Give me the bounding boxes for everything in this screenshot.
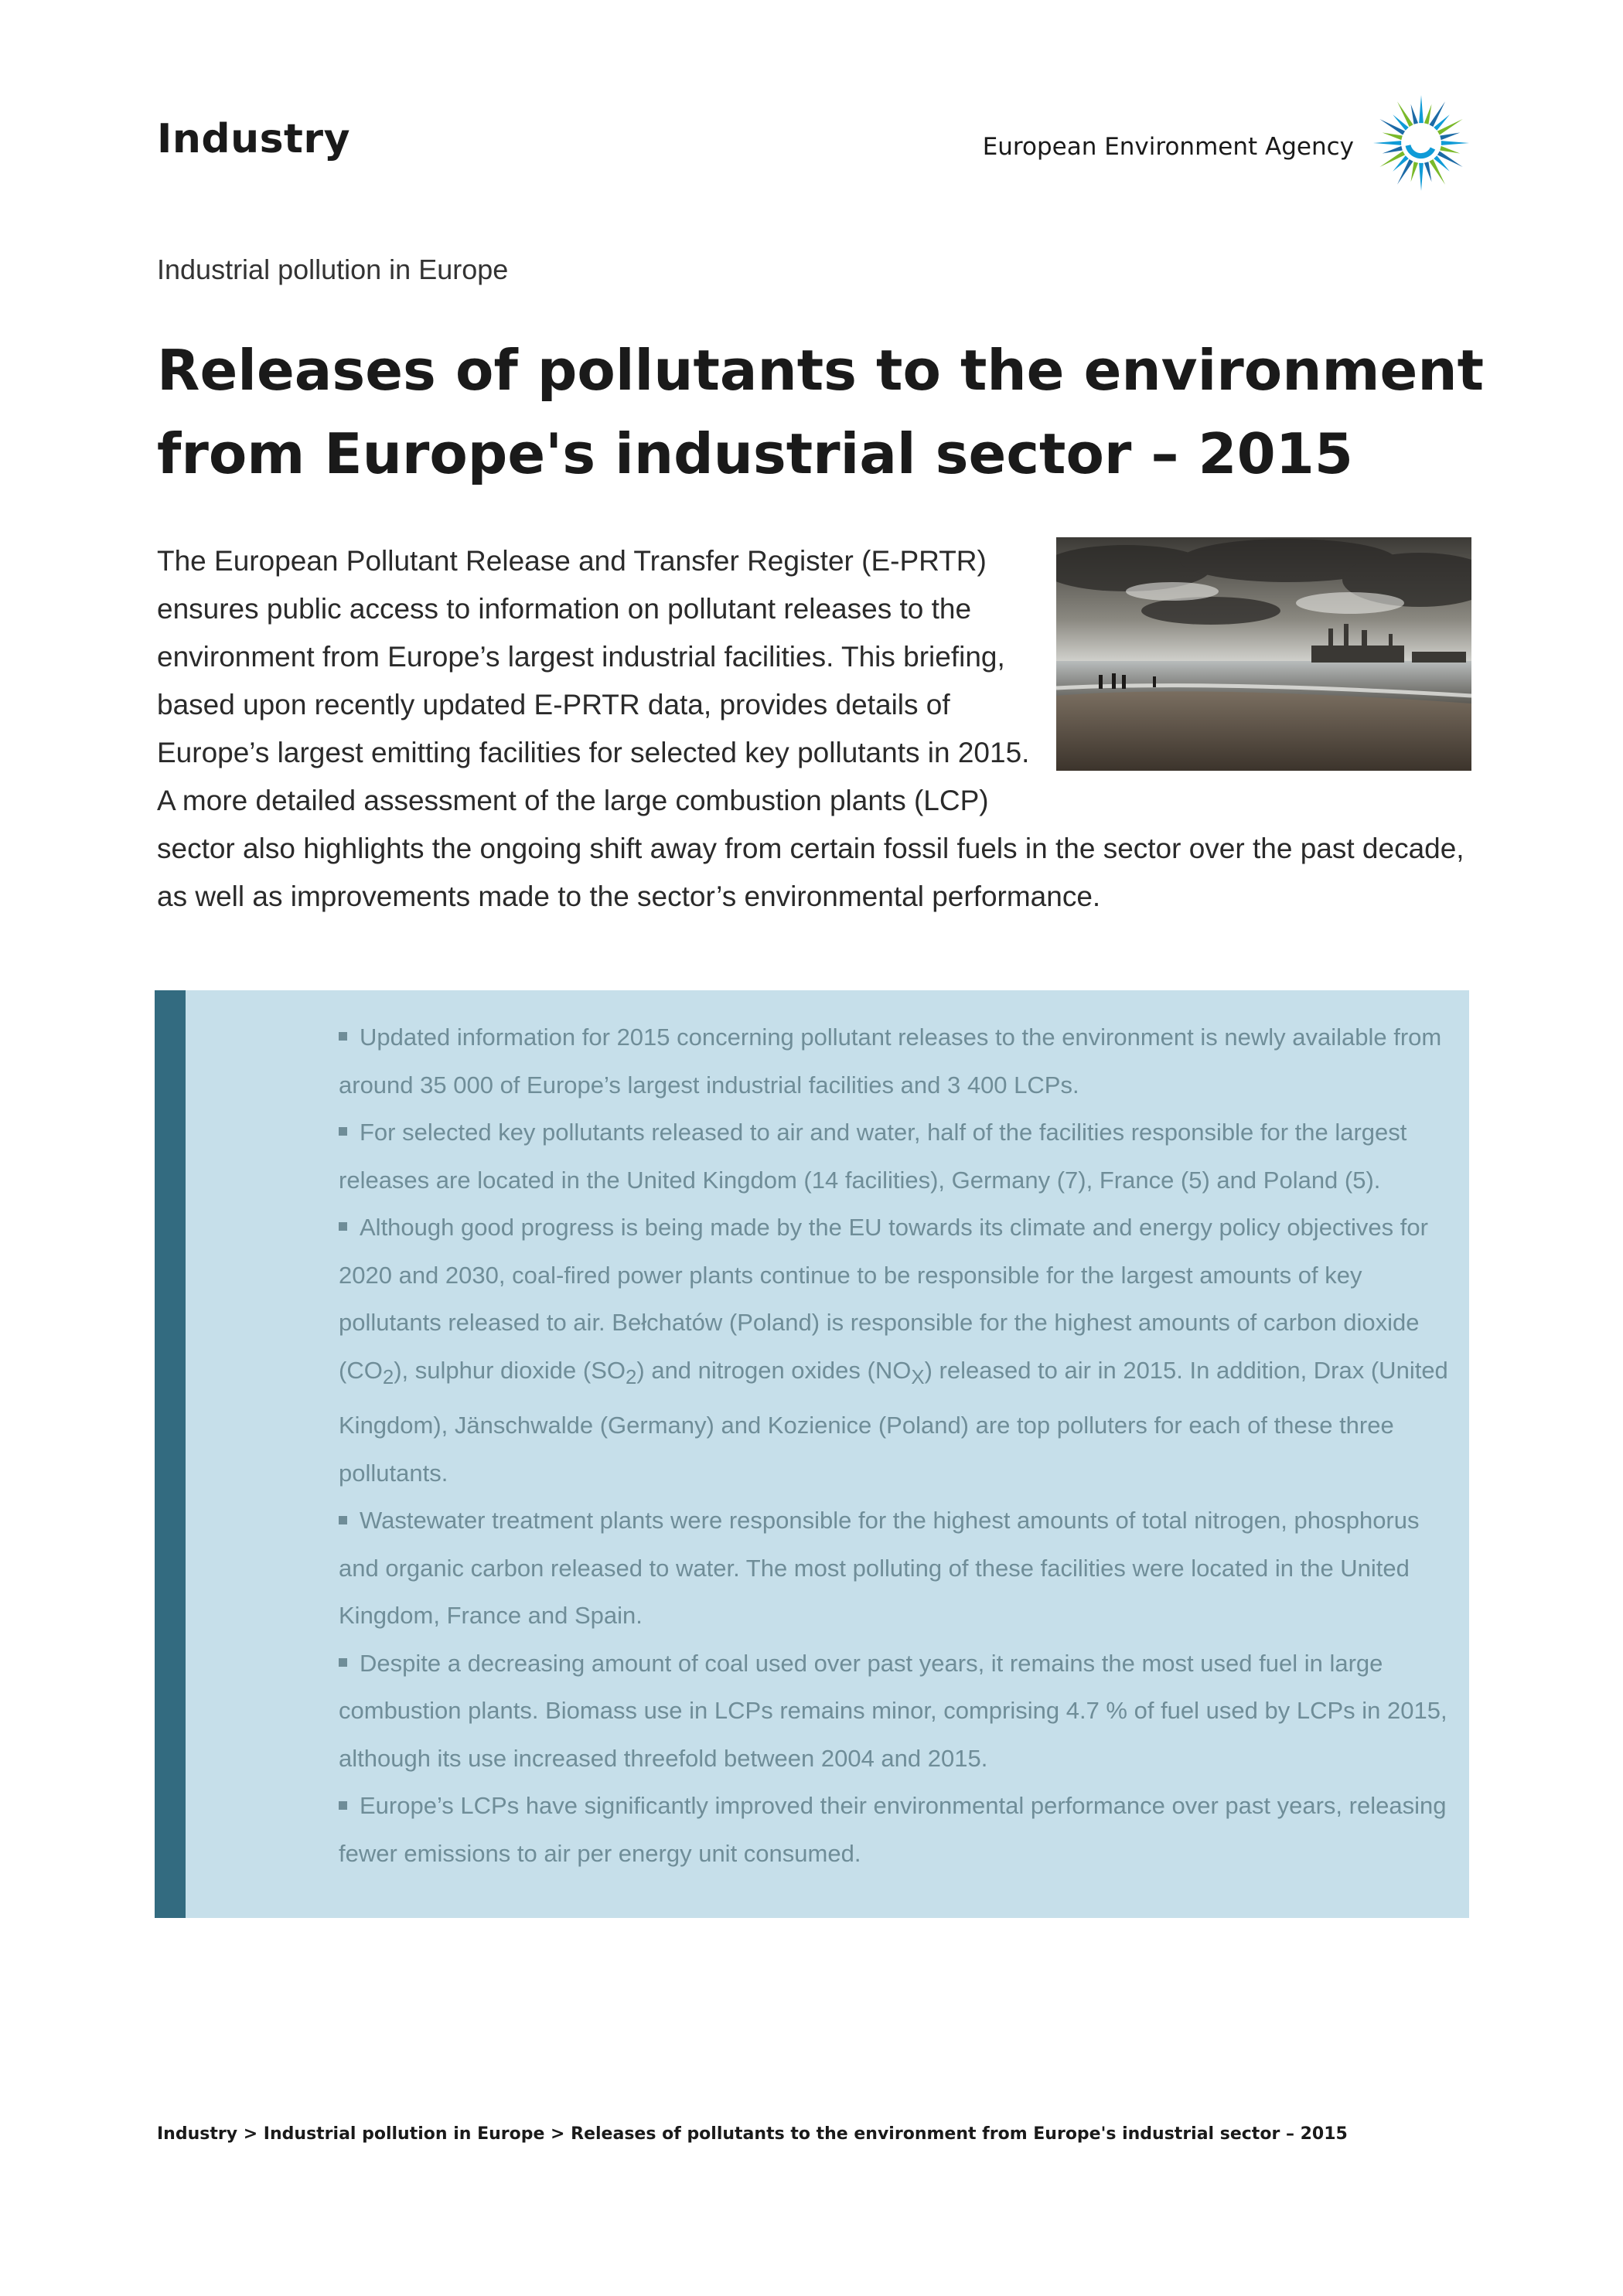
logo-ray xyxy=(1424,162,1432,182)
title-line-2: from Europe's industrial sector – 2015 xyxy=(157,421,1353,486)
square-bullet-icon xyxy=(339,1658,347,1667)
eea-sun-logo-icon xyxy=(1371,93,1471,193)
logo-ray xyxy=(1411,162,1419,182)
intro-paragraph xyxy=(157,537,1471,921)
logo-ray xyxy=(1440,133,1460,141)
logo-ray xyxy=(1383,146,1403,154)
key-message-4: Wastewater treatment plants were responsible for the highest amounts of total nitrogen, phosphorus and organic carbon released to water. The most polluting of these facilities were located in the United Kingdom, France and Spain. xyxy=(339,1507,1420,1630)
key-message-1: Updated information for 2015 concerning pollutant releases to the environment is newly available from around 35 000 of Europe’s largest industrial facilities and 3 400 LCPs. xyxy=(339,1024,1442,1099)
square-bullet-icon xyxy=(339,1801,347,1810)
key-message-6: Europe’s LCPs have significantly improved their environmental performance over past years, releasing fewer emissions to air per energy unit consumed. xyxy=(339,1792,1447,1867)
square-bullet-icon xyxy=(339,1127,347,1136)
logo-ray xyxy=(1424,104,1432,124)
square-bullet-icon xyxy=(339,1032,347,1041)
agency-name: European Environment Agency xyxy=(982,133,1354,161)
key-message-3: Although good progress is being made by the EU towards its climate and energy policy objectives for 2020 and 2030, coal-fired power plants continue to be responsible for the largest amounts of key pollutants released to air. Bełchatów (Poland) is responsible for the highest amounts of carbon dioxide $(CO_2)$, sulphur dioxide $(SO_2)$ and nitrogen oxides $(NO_X)$ released to air in 2015. In addition, Drax (United Kingdom), Jänschwalde (Germany) and Kozienice (Poland) are top polluters for each of these three pollutants. xyxy=(339,1214,1448,1487)
square-bullet-icon xyxy=(339,1222,347,1231)
logo-ray xyxy=(1373,141,1401,145)
industrial-beach-photo xyxy=(1056,537,1471,771)
key-messages-box xyxy=(155,990,1469,1918)
logo-ray xyxy=(1383,133,1403,141)
page-title xyxy=(157,329,1487,496)
page-header xyxy=(157,108,1471,193)
logo-ray xyxy=(1411,104,1419,124)
key-message-2: For selected key pollutants released to air and water, half of the facilities responsible for the largest releases are located in the United Kingdom (14 facilities), Germany (7), France (5) and Poland (5). xyxy=(339,1119,1407,1194)
key-messages-list xyxy=(339,1013,1452,1877)
breadcrumb-bottom[interactable]: Industry > Industrial pollution in Europe > Releases of pollutants to the environment from Europe's industrial sector – 2015 xyxy=(157,2124,1348,2144)
title-line-1: Releases of pollutants to the environment xyxy=(157,338,1485,403)
logo-ray xyxy=(1419,95,1424,123)
eea-brand[interactable] xyxy=(983,85,1471,201)
key-message-5: Despite a decreasing amount of coal used over past years, it remains the most used fuel in large combustion plants. Biomass use in LCPs remains minor, comprising 4.7 % of fuel used by LCPs in 2015, although its use increased threefold between 2004 and 2015. xyxy=(339,1649,1447,1772)
breadcrumb-top[interactable]: Industrial pollution in Europe xyxy=(157,254,509,285)
section-title: Industry xyxy=(157,116,350,162)
logo-ray xyxy=(1441,141,1469,145)
logo-ray xyxy=(1419,163,1424,191)
intro-text: The European Pollutant Release and Transfer Register (E-PRTR) ensures public access to information on pollutant releases to the environment from Europe’s largest industrial facilities. This briefing, based upon recently updated E-PRTR data, provides details of Europe’s largest emitting facilities for selected key pollutants in 2015. A more detailed assessment of the large combustion plants (LCP) sector also highlights the ongoing shift away from certain fossil fuels in the sector over the past decade, as well as improvements made to the sector’s environmental performance. xyxy=(157,545,1464,912)
logo-ray xyxy=(1440,146,1460,154)
square-bullet-icon xyxy=(339,1516,347,1524)
